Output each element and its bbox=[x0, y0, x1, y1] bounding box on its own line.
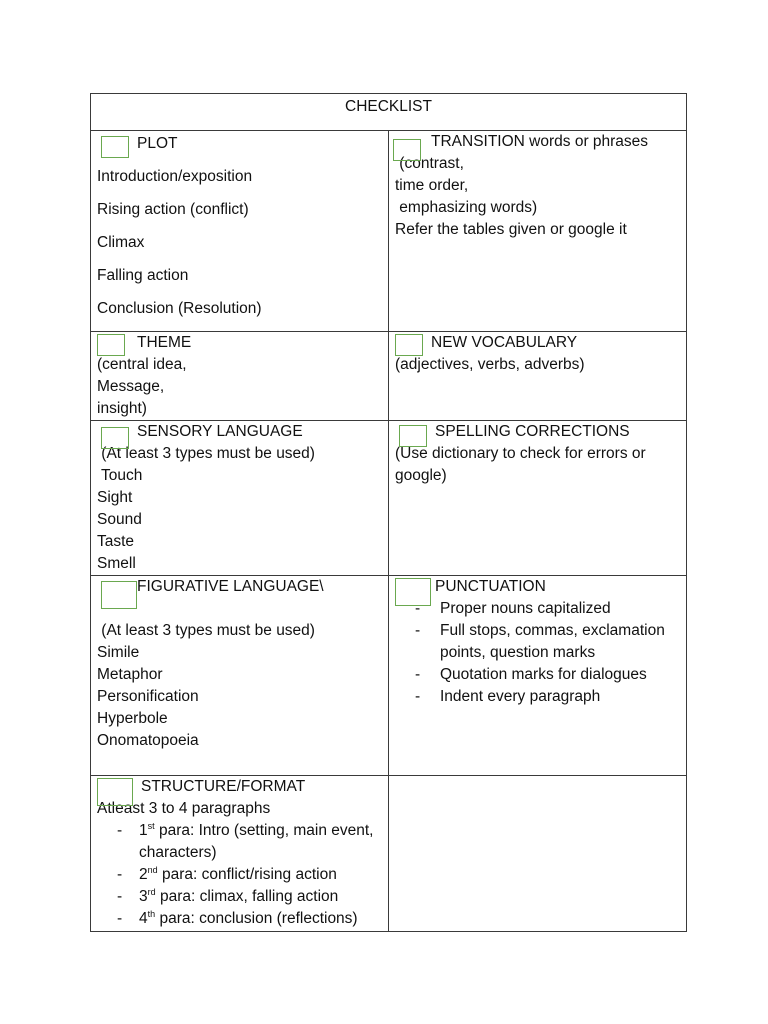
structure-header: STRUCTURE/FORMAT bbox=[141, 778, 306, 795]
sensory-cell bbox=[91, 421, 389, 576]
plot-cell bbox=[91, 131, 389, 332]
punctuation-list bbox=[395, 598, 680, 708]
punctuation-item: Proper nouns capitalized bbox=[440, 600, 611, 617]
para-suffix: th bbox=[147, 909, 156, 919]
structure-checkbox[interactable] bbox=[97, 778, 133, 806]
para-text: para: conclusion (reflections) bbox=[155, 910, 358, 927]
transition-header: TRANSITION words or phrases bbox=[431, 133, 649, 150]
checklist-title: CHECKLIST bbox=[345, 98, 432, 115]
sensory-line: Sound bbox=[97, 511, 142, 528]
transition-cell bbox=[389, 131, 687, 332]
checklist-title-cell bbox=[91, 94, 687, 131]
theme-line: insight) bbox=[97, 400, 147, 417]
transition-line: emphasizing words) bbox=[395, 199, 538, 216]
plot-item: Conclusion (Resolution) bbox=[97, 300, 262, 317]
punctuation-item: Quotation marks for dialogues bbox=[440, 666, 647, 683]
figurative-cell bbox=[91, 576, 389, 776]
plot-item: Climax bbox=[97, 234, 145, 251]
para-text: para: climax, falling action bbox=[155, 888, 339, 905]
vocabulary-header: NEW VOCABULARY bbox=[431, 334, 578, 351]
para-suffix: st bbox=[147, 821, 155, 831]
theme-checkbox[interactable] bbox=[97, 334, 125, 356]
para-text: para: Intro (setting, main event, characters) bbox=[139, 822, 374, 861]
transition-checkbox[interactable] bbox=[393, 139, 421, 161]
list-item bbox=[97, 908, 382, 930]
figurative-line bbox=[97, 598, 382, 620]
list-item bbox=[395, 620, 680, 664]
structure-cell bbox=[91, 776, 389, 932]
sensory-header: SENSORY LANGUAGE bbox=[137, 423, 303, 440]
figurative-line: (At least 3 types must be used) bbox=[97, 622, 315, 639]
list-item bbox=[395, 664, 680, 686]
spelling-cell bbox=[389, 421, 687, 576]
figurative-line: Hyperbole bbox=[97, 710, 168, 727]
plot-item: Rising action (conflict) bbox=[97, 201, 249, 218]
structure-list bbox=[97, 820, 382, 930]
spelling-header: SPELLING CORRECTIONS bbox=[435, 423, 630, 440]
spelling-checkbox[interactable] bbox=[399, 425, 427, 447]
transition-line: Refer the tables given or google it bbox=[395, 221, 627, 238]
structure-intro: Atleast 3 to 4 paragraphs bbox=[97, 800, 271, 817]
plot-header: PLOT bbox=[137, 135, 178, 152]
vocabulary-checkbox[interactable] bbox=[395, 334, 423, 356]
theme-line: (central idea, bbox=[97, 356, 187, 373]
figurative-line: Simile bbox=[97, 644, 140, 661]
vocabulary-cell bbox=[389, 332, 687, 421]
sensory-line: Taste bbox=[97, 533, 135, 550]
figurative-line: Metaphor bbox=[97, 666, 163, 683]
punctuation-item: Full stops, commas, exclamation points, question marks bbox=[440, 622, 665, 661]
empty-cell bbox=[389, 776, 687, 932]
sensory-checkbox[interactable] bbox=[101, 427, 129, 449]
plot-item: Introduction/exposition bbox=[97, 168, 253, 185]
spelling-line: (Use dictionary to check for errors or bbox=[395, 445, 646, 462]
list-item bbox=[395, 598, 680, 620]
punctuation-item: Indent every paragraph bbox=[440, 688, 601, 705]
transition-line: (contrast, bbox=[395, 155, 464, 172]
sensory-line: Smell bbox=[97, 555, 136, 572]
list-item bbox=[395, 686, 680, 708]
list-item bbox=[97, 820, 382, 864]
theme-header: THEME bbox=[137, 334, 192, 351]
vocabulary-line: (adjectives, verbs, adverbs) bbox=[395, 356, 585, 373]
figurative-line: Onomatopoeia bbox=[97, 732, 199, 749]
para-text: para: conflict/rising action bbox=[157, 866, 337, 883]
punctuation-cell bbox=[389, 576, 687, 776]
sensory-line: Touch bbox=[97, 467, 143, 484]
para-num: 3 bbox=[139, 888, 148, 905]
checklist-table bbox=[90, 93, 687, 932]
theme-cell bbox=[91, 332, 389, 421]
punctuation-header: PUNCTUATION bbox=[435, 578, 546, 595]
plot-checkbox[interactable] bbox=[101, 136, 129, 158]
para-num: 2 bbox=[139, 866, 148, 883]
sensory-line: Sight bbox=[97, 489, 133, 506]
list-item bbox=[97, 864, 382, 886]
plot-item: Falling action bbox=[97, 267, 189, 284]
list-item bbox=[97, 886, 382, 908]
figurative-line: Personification bbox=[97, 688, 199, 705]
transition-line: time order, bbox=[395, 177, 469, 194]
figurative-header: FIGURATIVE LANGUAGE\ bbox=[137, 578, 324, 595]
para-suffix: nd bbox=[147, 865, 158, 875]
para-num: 1 bbox=[139, 822, 148, 839]
spelling-line: google) bbox=[395, 467, 447, 484]
para-suffix: rd bbox=[147, 887, 156, 897]
theme-line: Message, bbox=[97, 378, 165, 395]
sensory-line: (At least 3 types must be used) bbox=[97, 445, 315, 462]
para-num: 4 bbox=[139, 910, 148, 927]
figurative-checkbox[interactable] bbox=[101, 581, 137, 609]
